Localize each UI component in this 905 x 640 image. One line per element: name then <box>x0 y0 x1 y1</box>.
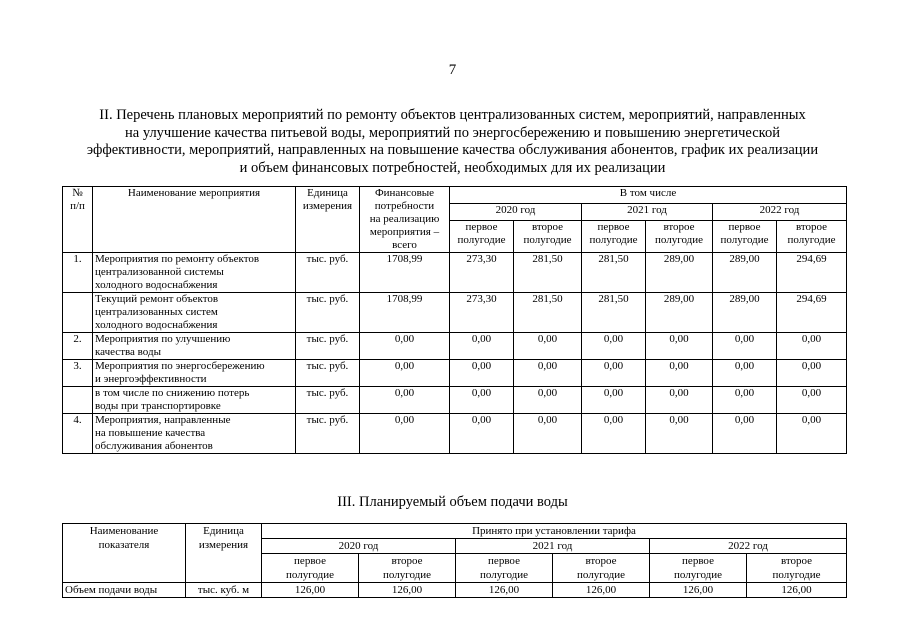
row-value: 0,00 <box>777 387 847 414</box>
header-year: 2020 год <box>450 203 582 220</box>
row-value: 0,00 <box>514 360 582 387</box>
row-indicator: Объем подачи воды <box>63 583 186 598</box>
row-measure-name-line: централизованной системы <box>95 266 224 278</box>
section-2-title-line: на улучшение качества питьевой воды, мероприятий по энергосбережению и повышению энергетической <box>125 124 780 141</box>
row-total: 0,00 <box>360 360 450 387</box>
row-value: 281,50 <box>582 253 646 293</box>
row-measure-name <box>93 414 296 454</box>
row-value: 0,00 <box>713 387 777 414</box>
header-name: Наименование мероприятия <box>93 187 296 253</box>
table-row <box>63 414 847 454</box>
row-unit: тыс. куб. м <box>186 583 262 598</box>
row-value: 0,00 <box>582 414 646 454</box>
page-number: 7 <box>448 62 457 78</box>
row-unit: тыс. руб. <box>296 293 360 333</box>
row-number <box>63 293 93 333</box>
row-measure-name <box>93 360 296 387</box>
header-financial-needs: Финансовые потребности на реализацию мероприятия – всего <box>360 187 450 253</box>
row-value: 126,00 <box>456 583 553 598</box>
row-number: 4. <box>63 414 93 454</box>
row-measure-name-line: воды при транспортировке <box>95 400 221 412</box>
row-value: 0,00 <box>713 414 777 454</box>
row-unit: тыс. руб. <box>296 360 360 387</box>
row-value: 0,00 <box>514 333 582 360</box>
row-total: 0,00 <box>360 387 450 414</box>
row-number: 1. <box>63 253 93 293</box>
row-measure-name-line: качества воды <box>95 346 161 358</box>
row-measure-name-line: и энергоэффективности <box>95 373 207 385</box>
row-number <box>63 387 93 414</box>
row-total: 1708,99 <box>360 253 450 293</box>
section-2-title <box>60 107 845 177</box>
row-measure-name <box>93 253 296 293</box>
header-unit: Единица измерения <box>186 524 262 583</box>
row-unit: тыс. руб. <box>296 333 360 360</box>
row-measure-name <box>93 293 296 333</box>
row-measure-name-line: на повышение качества <box>95 427 206 439</box>
row-value: 289,00 <box>646 253 713 293</box>
header-year: 2021 год <box>582 203 713 220</box>
header-indicator: Наименование показателя <box>63 524 186 583</box>
row-total: 0,00 <box>360 414 450 454</box>
header-including: В том числе <box>450 187 847 204</box>
row-value: 126,00 <box>359 583 456 598</box>
header-half: первое полугодие <box>456 554 553 583</box>
row-value: 289,00 <box>713 293 777 333</box>
row-measure-name-line: Мероприятия по энергосбережению <box>95 360 265 372</box>
row-measure-name-line: холодного водоснабжения <box>95 279 218 291</box>
header-half: первое полугодие <box>450 220 514 252</box>
section-2-title-line: II. Перечень плановых мероприятий по ремонту объектов централизованных систем, мероприятий, направленных <box>99 107 806 123</box>
row-total: 1708,99 <box>360 293 450 333</box>
header-half: первое полугодие <box>262 554 359 583</box>
row-unit: тыс. руб. <box>296 253 360 293</box>
row-value: 0,00 <box>777 360 847 387</box>
row-value: 0,00 <box>646 333 713 360</box>
measures-table-body <box>63 253 847 454</box>
row-measure-name-line: Текущий ремонт объектов <box>95 293 219 305</box>
water-volume-table <box>62 523 847 598</box>
row-value: 0,00 <box>582 333 646 360</box>
section-2-title-line: и объем финансовых потребностей, необходимых для их реализации <box>239 159 666 176</box>
row-value: 126,00 <box>553 583 650 598</box>
header-accepted: Принято при установлении тарифа <box>262 524 847 539</box>
row-measure-name-line: обслуживания абонентов <box>95 440 213 452</box>
row-measure-name-line: холодного водоснабжения <box>95 319 218 331</box>
header-half: первое полугодие <box>713 220 777 252</box>
row-total: 0,00 <box>360 333 450 360</box>
header-row <box>63 524 847 539</box>
section-2-title-line: эффективности, мероприятий, направленных на повышение качества обслуживания абонентов, график их реализации <box>86 142 819 158</box>
row-number: 2. <box>63 333 93 360</box>
header-year: 2022 год <box>650 539 847 554</box>
header-num: № п/п <box>63 187 93 253</box>
row-value: 0,00 <box>450 414 514 454</box>
row-value: 0,00 <box>646 387 713 414</box>
row-unit: тыс. руб. <box>296 387 360 414</box>
table-row <box>63 293 847 333</box>
row-value: 289,00 <box>713 253 777 293</box>
row-value: 0,00 <box>582 360 646 387</box>
row-value: 294,69 <box>777 293 847 333</box>
table-row <box>63 253 847 293</box>
row-value: 281,50 <box>514 253 582 293</box>
row-value: 289,00 <box>646 293 713 333</box>
row-value: 281,50 <box>582 293 646 333</box>
row-value: 0,00 <box>514 387 582 414</box>
table-row <box>63 387 847 414</box>
row-value: 0,00 <box>713 360 777 387</box>
header-half: второе полугодие <box>747 554 847 583</box>
row-value: 126,00 <box>747 583 847 598</box>
header-half: второе полугодие <box>514 220 582 252</box>
row-value: 0,00 <box>646 360 713 387</box>
header-half: второе полугодие <box>646 220 713 252</box>
header-unit: Единица измерения <box>296 187 360 253</box>
row-value: 0,00 <box>582 387 646 414</box>
table-row <box>63 360 847 387</box>
row-value: 273,30 <box>450 253 514 293</box>
row-measure-name-line: Мероприятия по улучшению <box>95 333 231 345</box>
header-half: первое полугодие <box>582 220 646 252</box>
row-number: 3. <box>63 360 93 387</box>
row-value: 126,00 <box>650 583 747 598</box>
row-value: 0,00 <box>514 414 582 454</box>
row-value: 126,00 <box>262 583 359 598</box>
row-unit: тыс. руб. <box>296 414 360 454</box>
header-year: 2020 год <box>262 539 456 554</box>
row-measure-name-line: централизованных систем <box>95 306 218 318</box>
measures-table <box>62 186 847 454</box>
row-measure-name-line: Мероприятия по ремонту объектов <box>95 253 260 265</box>
row-measure-name-line: Мероприятия, направленные <box>95 414 231 426</box>
header-year: 2021 год <box>456 539 650 554</box>
row-value: 294,69 <box>777 253 847 293</box>
section-3-title: III. Планируемый объем подачи воды <box>337 494 568 510</box>
row-value: 0,00 <box>450 333 514 360</box>
header-row <box>63 187 847 204</box>
row-value: 0,00 <box>450 387 514 414</box>
row-value: 0,00 <box>777 414 847 454</box>
row-measure-name <box>93 333 296 360</box>
row-value: 281,50 <box>514 293 582 333</box>
header-half: второе полугодие <box>359 554 456 583</box>
row-value: 273,30 <box>450 293 514 333</box>
header-half: первое полугодие <box>650 554 747 583</box>
row-value: 0,00 <box>713 333 777 360</box>
header-half: второе полугодие <box>777 220 847 252</box>
row-value: 0,00 <box>777 333 847 360</box>
row-measure-name-line: в том числе по снижению потерь <box>95 387 250 399</box>
row-value: 0,00 <box>450 360 514 387</box>
header-year: 2022 год <box>713 203 847 220</box>
row-measure-name <box>93 387 296 414</box>
row-value: 0,00 <box>646 414 713 454</box>
table-row <box>63 583 847 598</box>
water-volume-table-body <box>63 583 847 598</box>
header-half: второе полугодие <box>553 554 650 583</box>
table-row <box>63 333 847 360</box>
